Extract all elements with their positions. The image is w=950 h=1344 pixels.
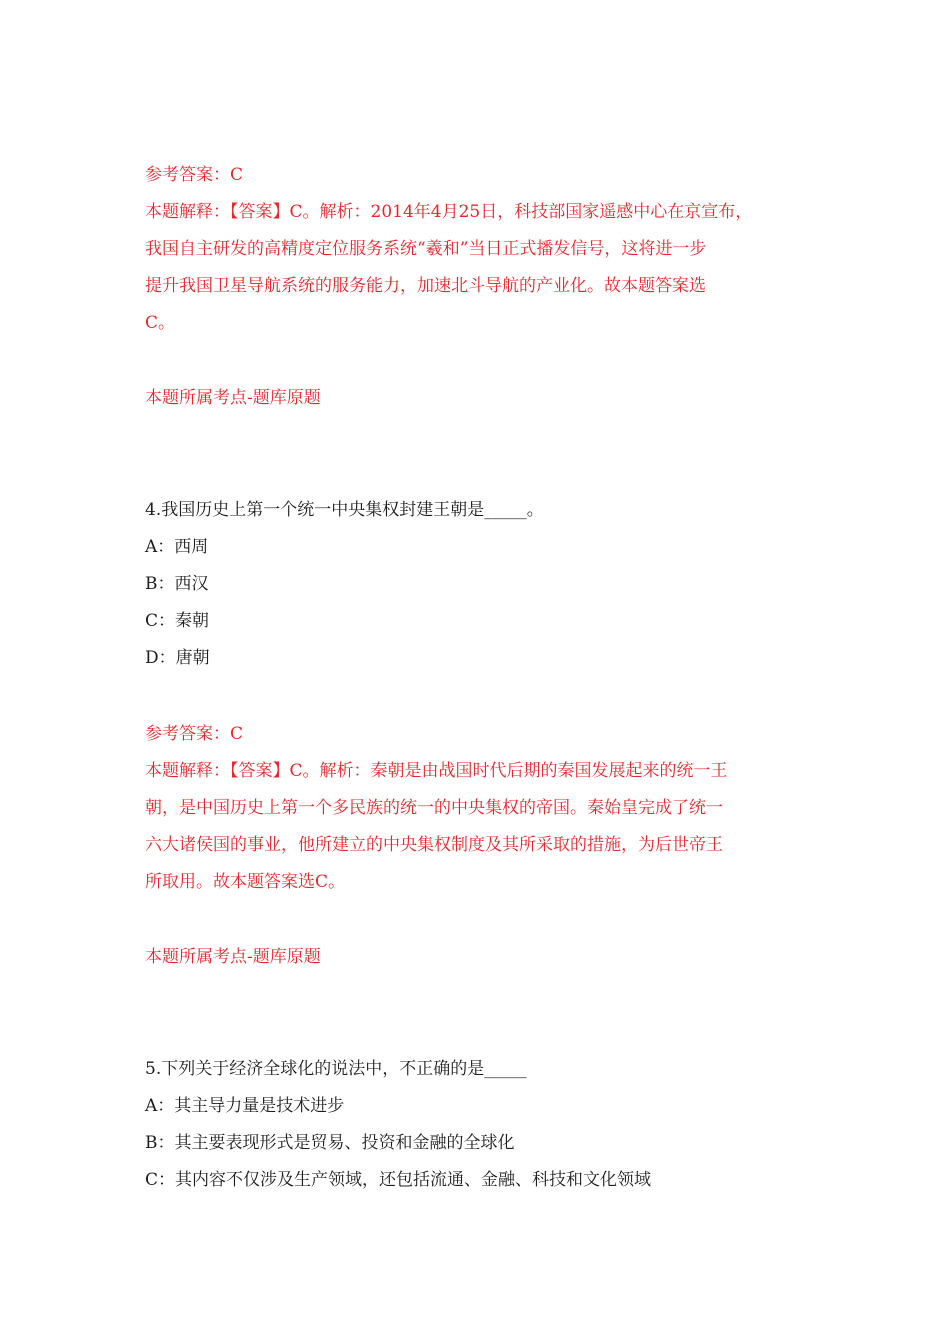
q3-answer-line: 参考答案：C bbox=[145, 165, 244, 185]
q3-explanation-line-1: 本题解释：【答案】C。解析：2014年4月25日，科技部国家遥感中心在京宣布， bbox=[145, 202, 753, 222]
q4-option-b: B：西汉 bbox=[145, 574, 209, 594]
q4-answer-line: 参考答案：C bbox=[145, 724, 244, 744]
q4-topic: 本题所属考点-题库原题 bbox=[145, 947, 321, 967]
q4-explanation-line-2: 朝，是中国历史上第一个多民族的统一的中央集权的帝国。秦始皇完成了统一 bbox=[145, 798, 723, 818]
q4-option-a: A：西周 bbox=[145, 537, 209, 557]
q3-explanation-line-4: C。 bbox=[145, 313, 176, 333]
q4-explanation-line-1: 本题解释：【答案】C。解析：秦朝是由战国时代后期的秦国发展起来的统一王 bbox=[145, 761, 728, 781]
q5-question: 5.下列关于经济全球化的说法中，不正确的是_____ bbox=[145, 1059, 527, 1079]
q3-topic: 本题所属考点-题库原题 bbox=[145, 388, 321, 408]
q3-explanation-line-3: 提升我国卫星导航系统的服务能力，加速北斗导航的产业化。故本题答案选 bbox=[145, 276, 706, 296]
q4-option-c: C：秦朝 bbox=[145, 611, 210, 631]
q5-option-c: C：其内容不仅涉及生产领域，还包括流通、金融、科技和文化领域 bbox=[145, 1170, 652, 1190]
q5-option-b: B：其主要表现形式是贸易、投资和金融的全球化 bbox=[145, 1133, 515, 1153]
q5-option-a: A：其主导力量是技术进步 bbox=[145, 1096, 345, 1116]
q4-question: 4.我国历史上第一个统一中央集权封建王朝是_____。 bbox=[145, 500, 544, 520]
q4-explanation-line-3: 六大诸侯国的事业，他所建立的中央集权制度及其所采取的措施，为后世帝王 bbox=[145, 835, 723, 855]
q4-explanation-line-4: 所取用。故本题答案选C。 bbox=[145, 872, 346, 892]
q3-explanation-line-2: 我国自主研发的高精度定位服务系统“羲和”当日正式播发信号，这将进一步 bbox=[145, 239, 707, 259]
q4-option-d: D：唐朝 bbox=[145, 648, 210, 668]
